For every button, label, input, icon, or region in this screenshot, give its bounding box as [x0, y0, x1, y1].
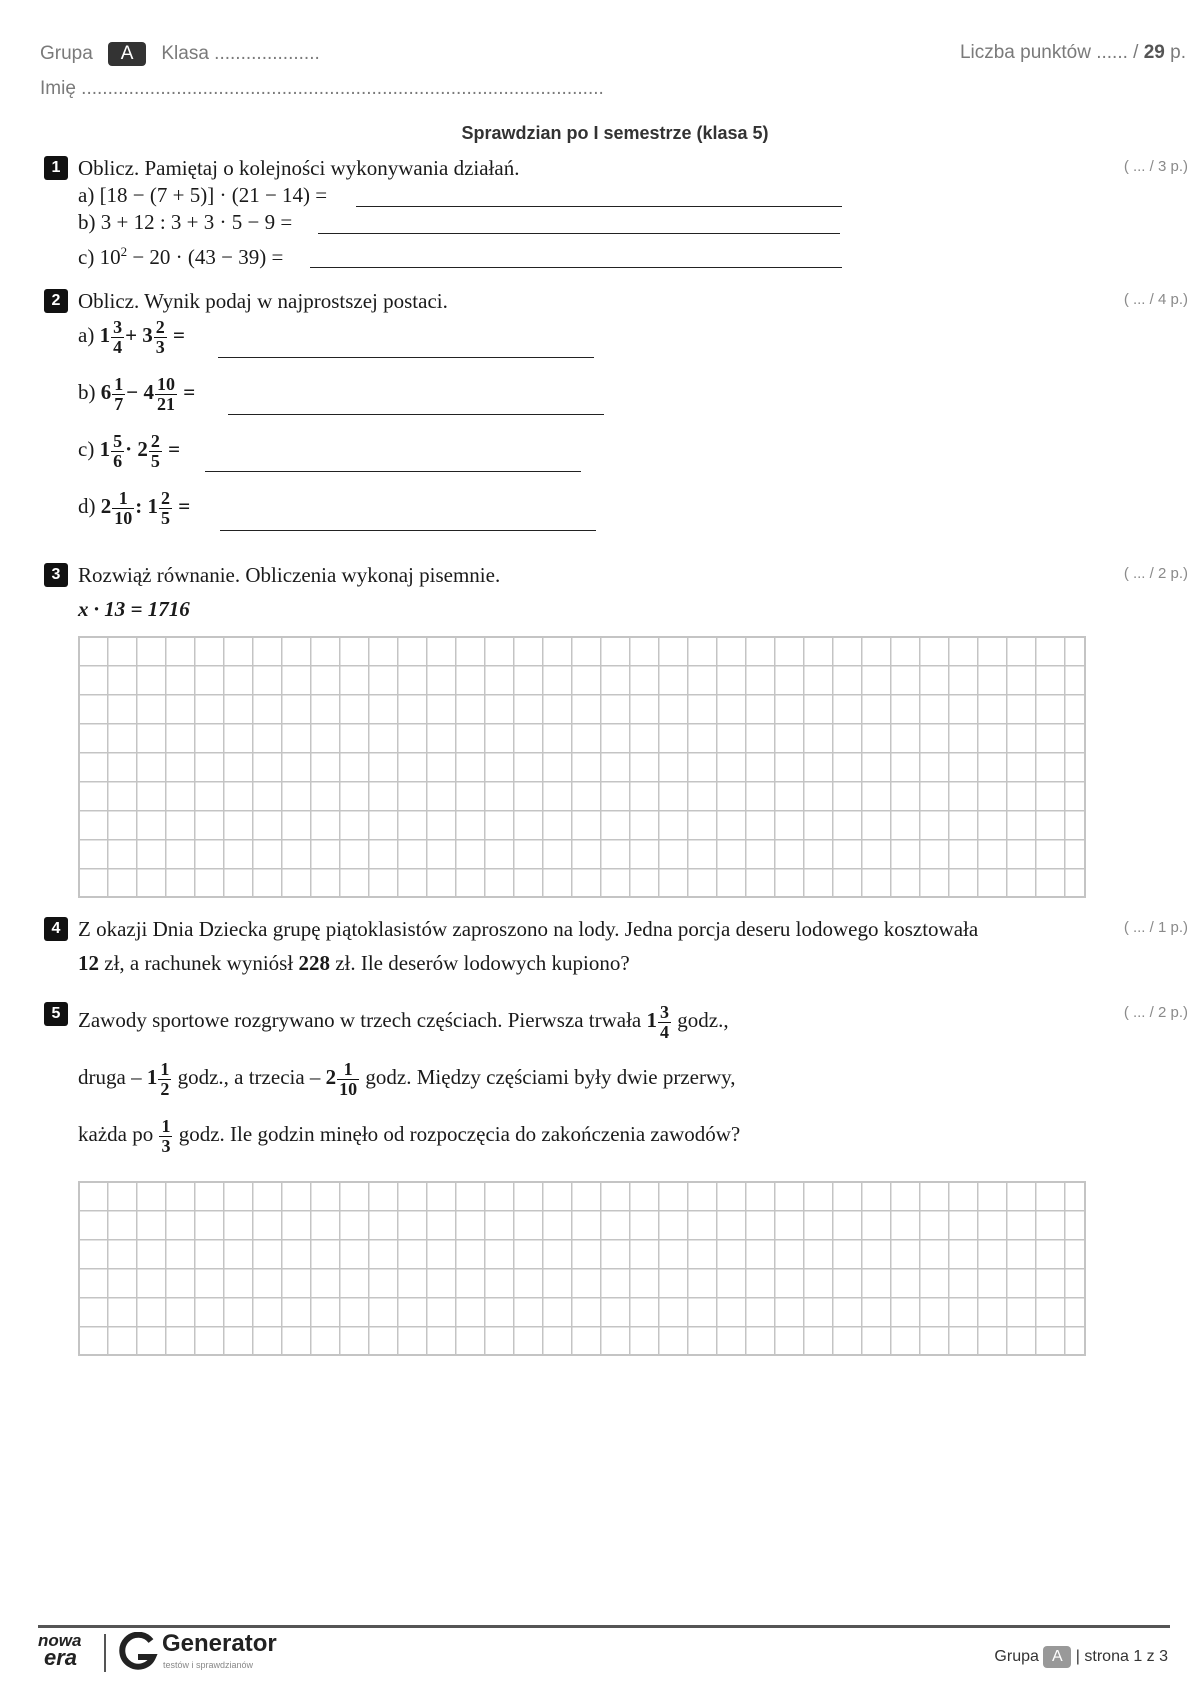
question-number-4: 4 [44, 917, 68, 941]
question-3-points: ( ... / 2 p.) [1123, 565, 1188, 582]
generator-title: Generator [162, 1630, 277, 1657]
question-5-points: ( ... / 2 p.) [1123, 1004, 1188, 1021]
generator-subtitle: testów i sprawdzianów [163, 1660, 254, 1670]
q2-item-c: c) 1 $\frac{5}{6}$ · 2 $\frac{2}{5}$ = [78, 431, 181, 471]
logo-separator [104, 1634, 106, 1672]
q1-answer-line-b[interactable] [318, 233, 840, 234]
question-5-line-3: każda po $\frac{1}{3}$ godz. Ile godzin minęło od rozpoczęcia do zakończenia zawodów? [78, 1116, 741, 1156]
question-2-points: ( ... / 4 p.) [1123, 291, 1188, 308]
generator-logo-icon [118, 1632, 158, 1672]
q3-answer-grid[interactable] [78, 636, 1086, 898]
score-unit: p. [1170, 42, 1186, 63]
question-4-line-1: Z okazji Dnia Dziecka grupę piątoklasistów zaproszono na lody. Jedna porcja deseru lodowego kosztowała [78, 917, 979, 941]
q2-item-d: d) 2 $\frac{1}{10}$ : 1 $\frac{2}{5}$ = [78, 488, 191, 528]
q1-item-b: b) 3 + 12 : 3 + 3 · 5 − 9 = [78, 210, 293, 234]
question-1-text: Oblicz. Pamiętaj o kolejności wykonywania działań. [78, 156, 520, 180]
nowa-era-logo: nowa era [38, 1631, 82, 1670]
footer-group-label: Grupa [994, 1648, 1039, 1665]
question-4-points: ( ... / 1 p.) [1123, 919, 1188, 936]
q2-item-a: a) 1 $\frac{3}{4}$ + 3 $\frac{2}{3}$ = [78, 317, 186, 357]
page-title: Sprawdzian po I semestrze (klasa 5) [461, 123, 769, 143]
score-max: 29 [1143, 42, 1165, 63]
question-2-text: Oblicz. Wynik podaj w najprostszej postaci. [78, 289, 448, 313]
group-badge: A [108, 42, 146, 66]
q1-item-a: a) [18 − (7 + 5)] · (21 − 14) = [78, 183, 328, 207]
q5-answer-grid[interactable] [78, 1181, 1086, 1356]
q3-equation: x · 13 = 1716 [78, 597, 190, 621]
question-3-text: Rozwiąż równanie. Obliczenia wykonaj pisemnie. [78, 563, 501, 587]
question-1-points: ( ... / 3 p.) [1123, 158, 1188, 175]
q2-answer-line-a[interactable] [218, 357, 594, 358]
score-field [960, 42, 1186, 64]
footer-divider [38, 1625, 1170, 1628]
group-label: Grupa [40, 43, 93, 64]
question-number-1: 1 [44, 156, 68, 180]
q2-answer-line-c[interactable] [205, 471, 581, 472]
group-field [40, 42, 320, 66]
question-4-line-2: 12 zł, a rachunek wyniósł 228 zł. Ile deserów lodowych kupiono? [78, 951, 630, 975]
question-5-line-2: druga – 1 $\frac{1}{2}$ godz., a trzecia – 2 $\frac{1}{10}$ godz. Między częściami były dwie przerwy, [78, 1059, 736, 1099]
footer-group-badge: A [1043, 1646, 1071, 1668]
q2-answer-line-b[interactable] [228, 414, 604, 415]
question-number-5: 5 [44, 1002, 68, 1026]
question-5-line-1: Zawody sportowe rozgrywano w trzech częściach. Pierwsza trwała 1 $\frac{3}{4}$ godz., [78, 1002, 729, 1042]
q1-item-c: c) $10^2 - 20 \cdot (43 - 39)$ = [78, 244, 284, 269]
page-number: | strona 1 z 3 [1075, 1648, 1168, 1665]
q2-item-b: b) 6 $\frac{1}{7}$ − 4 $\frac{10}{21}$ = [78, 374, 196, 414]
q1-answer-line-c[interactable] [310, 267, 842, 268]
question-number-2: 2 [44, 289, 68, 313]
q2-answer-line-d[interactable] [220, 530, 596, 531]
class-field[interactable]: Klasa .................... [161, 43, 320, 64]
q1-answer-line-a[interactable] [356, 206, 842, 207]
name-field[interactable]: Imię ................................................................................................... [40, 78, 604, 99]
question-number-3: 3 [44, 563, 68, 587]
page-indicator [994, 1646, 1168, 1668]
score-label: Liczba punktów ...... / [959, 42, 1139, 63]
